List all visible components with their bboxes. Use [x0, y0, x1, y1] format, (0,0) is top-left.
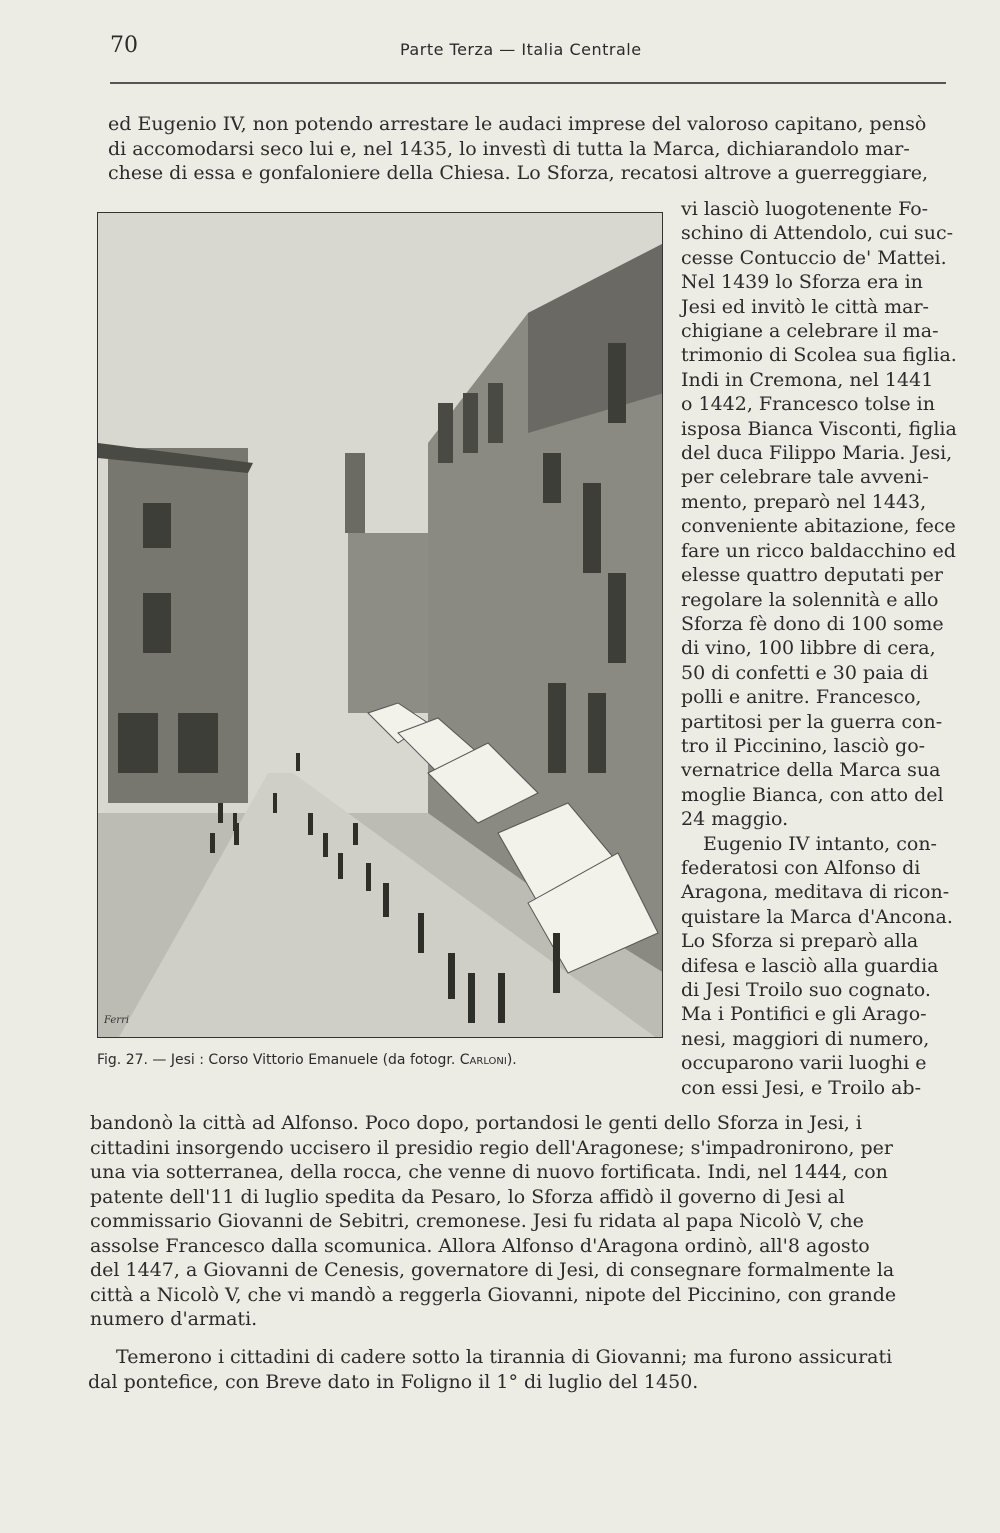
text-line: Aragona, meditava di ricon- — [681, 881, 950, 904]
text-line: 50 di confetti e 30 paia di — [681, 661, 929, 684]
text-line: numero d'armati. — [90, 1308, 258, 1330]
caption-photographer: Carloni — [459, 1052, 507, 1068]
text-line: quistare la Marca d'Ancona. — [681, 905, 953, 928]
text-line: Temerono i cittadini di cadere sotto la tirannia di Giovanni; ma furono assicurati — [116, 1346, 893, 1368]
text-line: difesa e lasciò alla guardia — [681, 954, 939, 977]
text-line: Indi in Cremona, nel 1441 — [681, 368, 934, 391]
body-paragraph — [90, 1111, 926, 1332]
text-line: assolse Francesco dalla scomunica. Allora Alfonso d'Aragona ordinò, all'8 agosto — [90, 1234, 870, 1257]
text-line: 24 maggio. — [681, 808, 789, 831]
text-line: di vino, 100 libbre di cera, — [681, 637, 936, 660]
text-line: conveniente abitazione, fece — [681, 515, 956, 538]
text-line: chese di essa e gonfaloniere della Chiesa. Lo Sforza, recatosi altrove a guerreggiare, — [108, 162, 929, 184]
street-scene-illustration — [98, 213, 663, 1038]
text-line: chigiane a celebrare il ma- — [681, 320, 939, 343]
text-line: mento, preparò nel 1443, — [681, 490, 927, 513]
text-line: o 1442, Francesco tolse in — [681, 393, 935, 416]
text-line: schino di Attendolo, cui suc- — [681, 222, 954, 245]
text-line: isposa Bianca Visconti, figlia — [681, 417, 957, 440]
text-line: dal pontefice, con Breve dato in Foligno il 1° di luglio del 1450. — [88, 1370, 699, 1393]
text-line: trimonio di Scolea sua figlia. — [681, 344, 957, 367]
text-line: federatosi con Alfonso di — [681, 856, 921, 879]
text-line: cesse Contuccio de' Mattei. — [681, 246, 947, 269]
text-line: di accomodarsi seco lui e, nel 1435, lo investì di tutta la Marca, dichiarandolo mar- — [108, 137, 910, 160]
text-line: commissario Giovanni de Sebitri, cremonese. Jesi fu ridata al papa Nicolò V, che — [90, 1210, 864, 1232]
text-line: di Jesi Troilo suo cognato. — [681, 979, 931, 1001]
text-line: elesse quattro deputati per — [681, 564, 943, 587]
text-line: fare un ricco baldacchino ed — [681, 539, 956, 562]
text-line: bandonò la città ad Alfonso. Poco dopo, portandosi le genti dello Sforza in Jesi, i — [90, 1112, 862, 1134]
text-line: ed Eugenio IV, non potendo arrestare le audaci imprese del valoroso capitano, pensò — [108, 113, 927, 135]
text-line: polli e anitre. Francesco, — [681, 686, 922, 709]
text-line: vi lasciò luogotenente Fo- — [681, 198, 929, 220]
text-line: Ma i Pontifici e gli Arago- — [681, 1003, 927, 1026]
text-line: del duca Filippo Maria. Jesi, — [681, 442, 953, 465]
text-line: cittadini insorgendo uccisero il presidio regio dell'Aragonese; s'impadronirono, per — [90, 1136, 893, 1159]
text-line: con essi Jesi, e Troilo ab- — [681, 1076, 922, 1099]
text-line: regolare la solennità e allo — [681, 588, 939, 611]
text-line: del 1447, a Giovanni de Cenesis, governatore di Jesi, di consegnare formalmente la — [90, 1259, 895, 1281]
text-line: Nel 1439 lo Sforza era in — [681, 271, 923, 294]
intro-paragraph — [108, 112, 946, 186]
text-line: Sforza fè dono di 100 some — [681, 612, 944, 635]
text-line: occuparono varii luoghi e — [681, 1052, 927, 1075]
caption-suffix: ). — [506, 1052, 517, 1068]
text-line: Lo Sforza si preparò alla — [681, 930, 919, 953]
text-line: vernatrice della Marca sua — [681, 759, 941, 782]
caption-text: Fig. 27. — Jesi : Corso Vittorio Emanuele (da fotogr. — [97, 1052, 460, 1068]
final-paragraph — [88, 1345, 928, 1394]
text-line: nesi, maggiori di numero, — [681, 1027, 930, 1050]
text-line: moglie Bianca, con atto del — [681, 783, 944, 806]
text-line: una via sotterranea, della rocca, che venne di nuovo fortificata. Indi, nel 1444, con — [90, 1161, 888, 1183]
text-line: tro il Piccinino, lasciò go- — [681, 734, 926, 757]
figure-27 — [97, 212, 663, 1038]
header-rule — [110, 82, 946, 84]
text-line: Eugenio IV intanto, con- — [703, 832, 937, 855]
page-number: 70 — [110, 33, 138, 58]
text-line: patente dell'11 di luglio spedita da Pesaro, lo Sforza affidò il governo di Jesi al — [90, 1185, 845, 1208]
text-line: partitosi per la guerra con- — [681, 710, 943, 733]
street-photograph — [97, 212, 663, 1038]
page-header — [110, 30, 946, 90]
text-line: città a Nicolò V, che vi mandò a reggerla Giovanni, nipote del Piccinino, con grande — [90, 1283, 897, 1306]
text-line: Jesi ed invitò le città mar- — [681, 295, 929, 318]
running-head: Parte Terza — Italia Centrale — [400, 40, 642, 59]
right-column-text — [681, 197, 957, 1100]
engraver-signature: Ferri — [104, 1015, 130, 1026]
text-line: per celebrare tale avveni- — [681, 466, 929, 489]
figure-caption — [97, 1052, 517, 1068]
